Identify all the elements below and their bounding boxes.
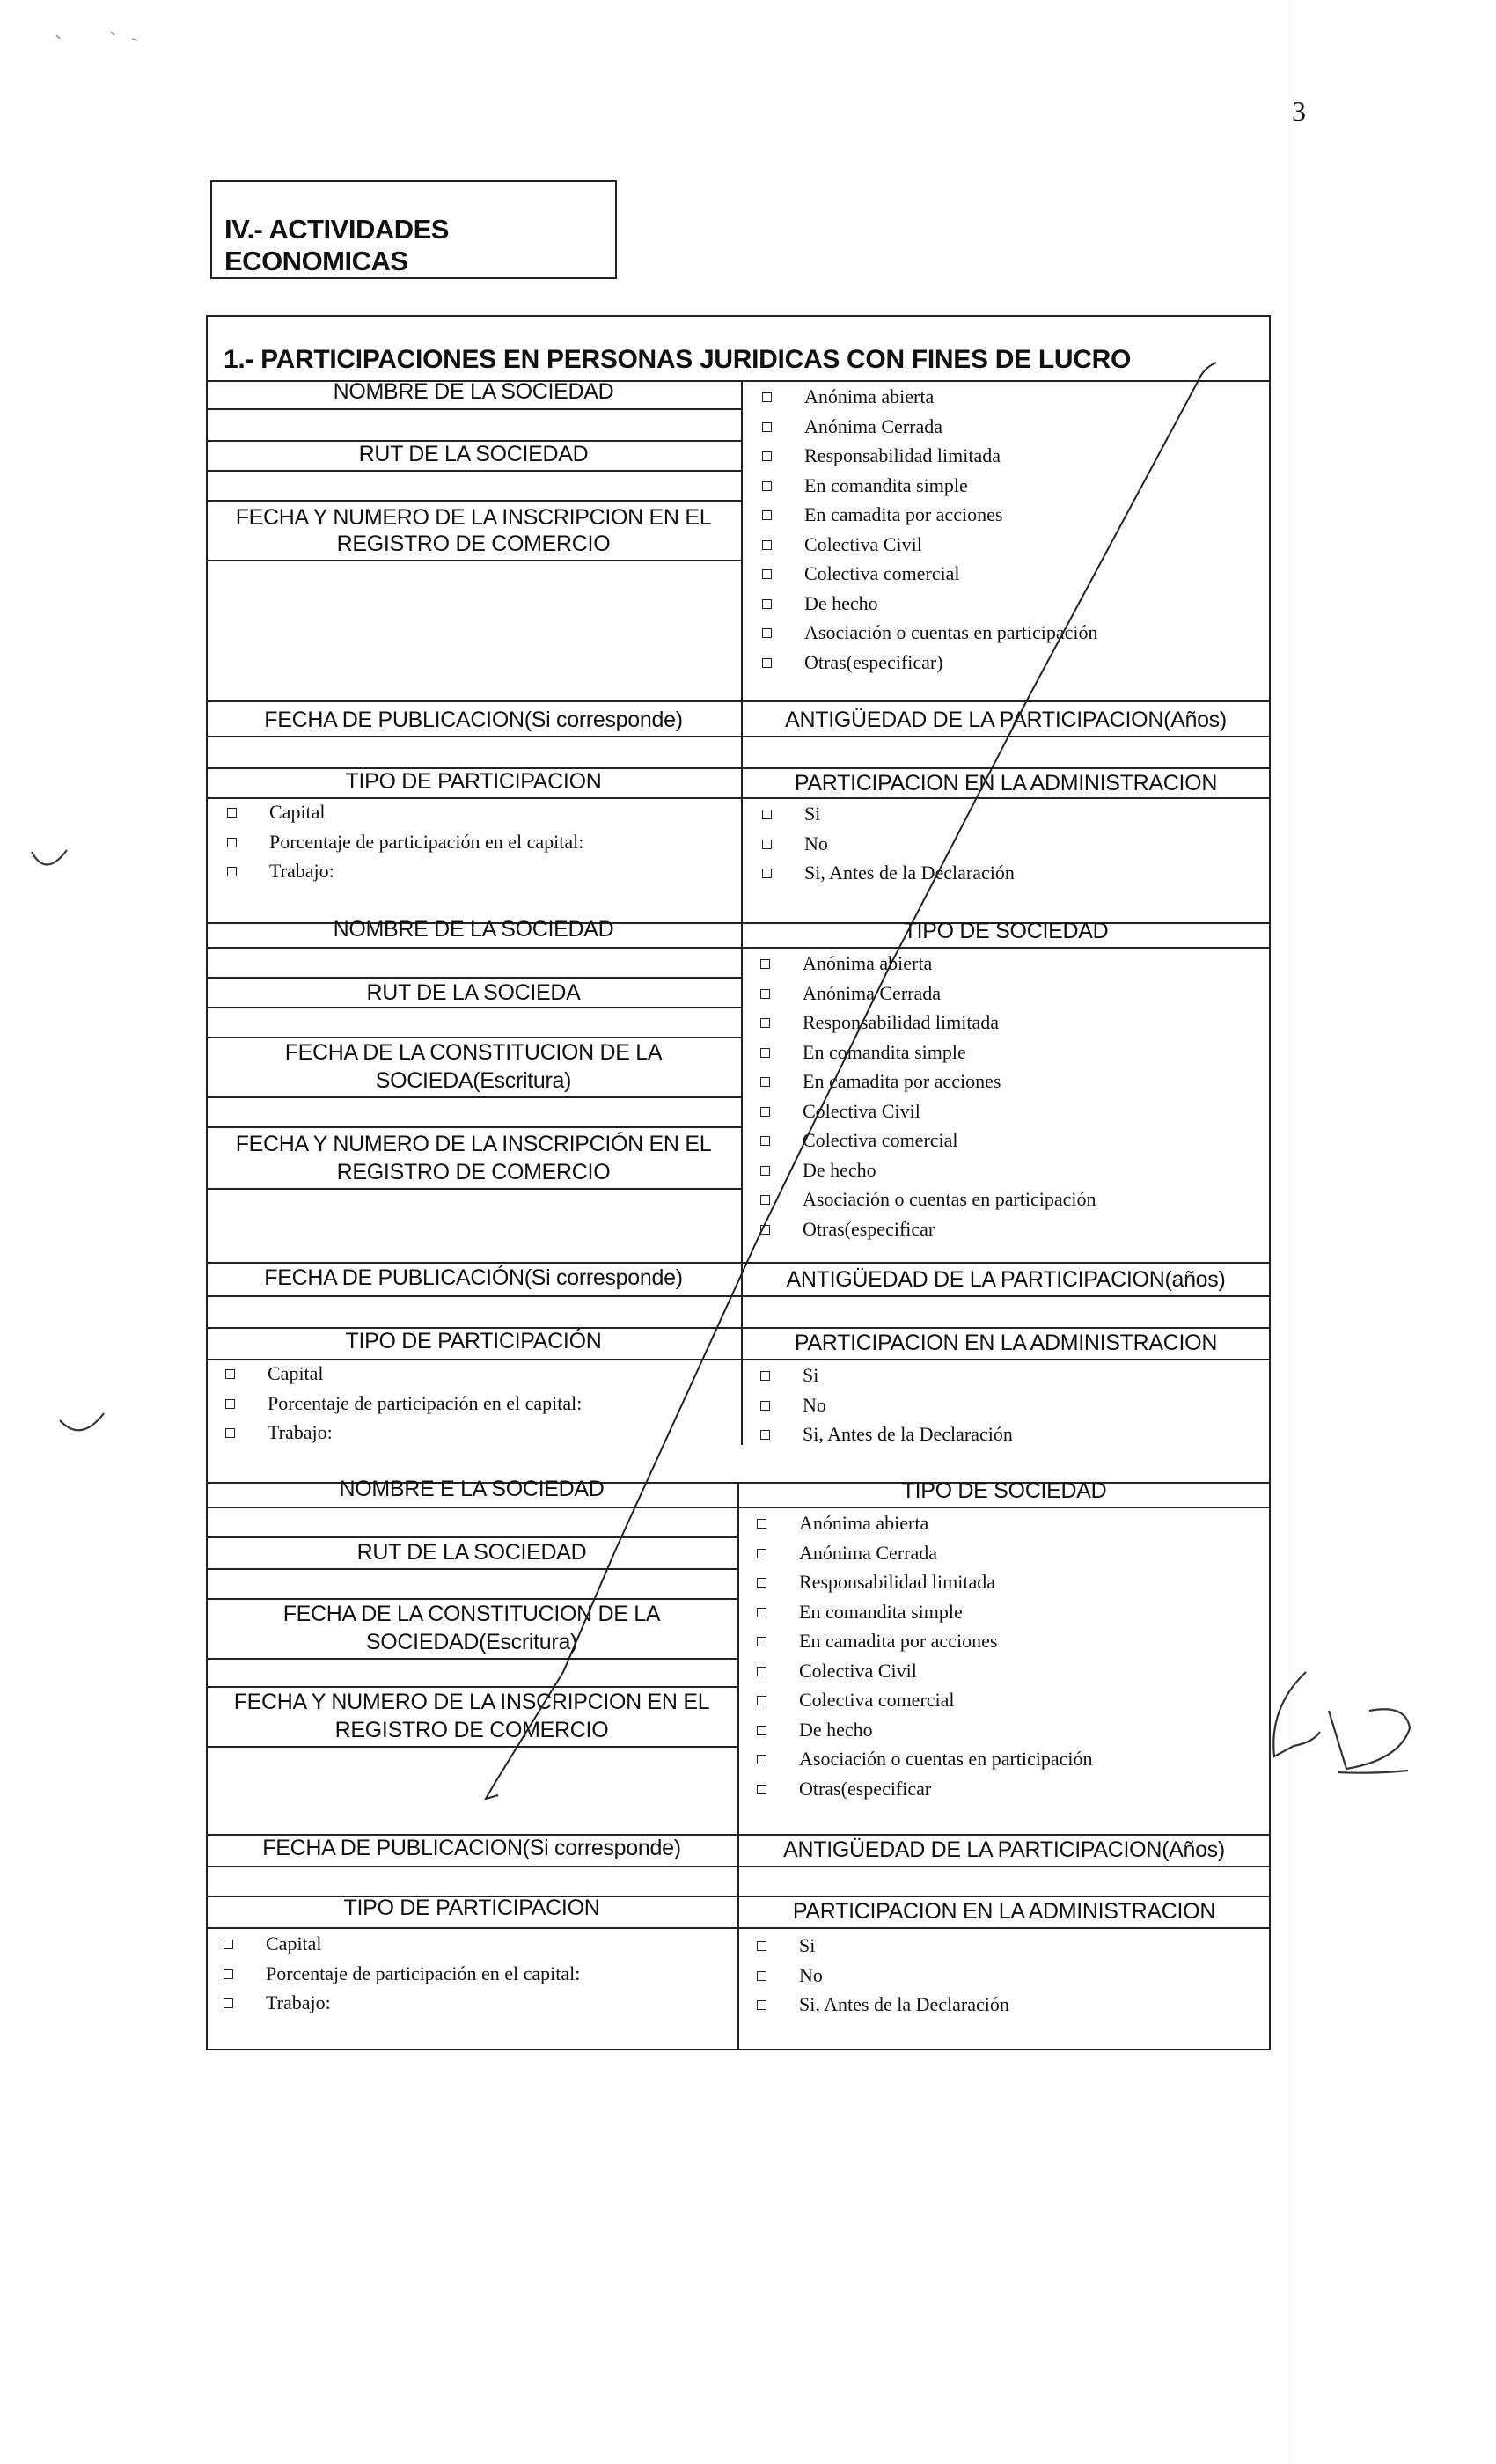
option-label: Colectiva comercial [803, 1129, 958, 1151]
label-inscripcion-1: FECHA Y NUMERO DE LA INSCRIPCION EN EL [235, 505, 712, 530]
option-label: No [804, 832, 828, 854]
punch-mark [32, 850, 67, 865]
label-nombre-sociedad: NOMBRE DE LA SOCIEDAD [333, 917, 614, 942]
option-label: De hecho [804, 591, 878, 614]
option-label: En comandita simple [799, 1600, 963, 1623]
section-title: IV.- ACTIVIDADES ECONOMICAS [224, 214, 449, 276]
option-label: Si, Antes de la Declaración [803, 1423, 1013, 1445]
page-number: 3 [1292, 95, 1306, 127]
option-label: No [803, 1393, 826, 1416]
option-label: Otras(especificar) [804, 650, 943, 673]
label-constitucion-1: FECHA DE LA CONSTITUCION DE LA [284, 1040, 663, 1065]
option-label: En camadita por acciones [804, 503, 1003, 525]
label-publicacion: FECHA DE PUBLICACION(Si corresponde) [264, 708, 683, 732]
punch-mark [60, 1413, 104, 1430]
label-participacion-admin: PARTICIPACION EN LA ADMINISTRACION [794, 771, 1218, 796]
label-inscripcion-2: REGISTRO DE COMERCIO [336, 1160, 611, 1184]
label-rut-sociedad: RUT DE LA SOCIEDAD [358, 442, 589, 466]
label-publicacion: FECHA DE PUBLICACIÓN(Si corresponde) [264, 1265, 683, 1290]
label-inscripcion-1: FECHA Y NUMERO DE LA INSCRIPCION EN EL [233, 1690, 710, 1714]
label-participacion-admin: PARTICIPACION EN LA ADMINISTRACION [794, 1331, 1218, 1355]
scan-speck [56, 32, 137, 40]
option-label: Si [804, 803, 821, 825]
option-label: Responsabilidad limitada [799, 1571, 996, 1593]
label-tipo-participacion: TIPO DE PARTICIPACIÓN [345, 1329, 602, 1353]
label-rut-sociedad: RUT DE LA SOCIEDAD [356, 1540, 587, 1565]
label-constitucion-1: FECHA DE LA CONSTITUCION DE LA [282, 1602, 661, 1626]
option-label: Anónima Cerrada [799, 1541, 937, 1564]
option-label: Trabajo: [269, 860, 334, 882]
option-label: En camadita por acciones [799, 1630, 998, 1652]
option-label: Otras(especificar [803, 1217, 935, 1240]
option-label: Capital [266, 1932, 322, 1954]
label-constitucion-2: SOCIEDAD(Escritura) [365, 1630, 578, 1654]
label-rut-sociedad: RUT DE LA SOCIEDA [366, 980, 581, 1005]
option-label: En camadita por acciones [803, 1070, 1001, 1092]
option-label: Asociación o cuentas en participación [804, 621, 1098, 643]
option-label: Si [803, 1364, 819, 1386]
option-label: No [799, 1963, 823, 1986]
option-label: Porcentaje de participación en el capital: [266, 1962, 581, 1984]
option-label: En comandita simple [803, 1040, 966, 1063]
option-label: De hecho [799, 1718, 873, 1741]
option-label: Trabajo: [266, 1991, 331, 2013]
label-antiguedad: ANTIGÜEDAD DE LA PARTICIPACION(años) [786, 1267, 1226, 1292]
option-label: Responsabilidad limitada [804, 444, 1001, 466]
option-label: De hecho [803, 1158, 876, 1181]
label-participacion-admin: PARTICIPACION EN LA ADMINISTRACION [792, 1899, 1216, 1924]
option-label: Capital [269, 801, 326, 823]
option-label: Si, Antes de la Declaración [804, 862, 1015, 884]
label-inscripcion-2: REGISTRO DE COMERCIO [336, 532, 611, 556]
cancel-stroke-tip [486, 1786, 498, 1799]
label-publicacion: FECHA DE PUBLICACION(Si corresponde) [262, 1836, 681, 1860]
option-label: Anónima abierta [803, 952, 933, 974]
label-nombre-sociedad: NOMBRE E LA SOCIEDAD [339, 1477, 605, 1501]
option-label: Anónima abierta [804, 385, 935, 407]
option-label: Colectiva comercial [799, 1689, 955, 1711]
label-inscripcion-1: FECHA Y NUMERO DE LA INSCRIPCIÓN EN EL [235, 1132, 712, 1156]
label-constitucion-2: SOCIEDA(Escritura) [375, 1068, 572, 1093]
option-label: Colectiva Civil [803, 1099, 920, 1122]
label-antiguedad: ANTIGÜEDAD DE LA PARTICIPACION(Años) [785, 708, 1227, 732]
cancel-stroke [493, 363, 1216, 1786]
option-label: Asociación o cuentas en participación [803, 1188, 1096, 1210]
option-label: Colectiva comercial [804, 562, 960, 584]
option-label: Otras(especificar [799, 1777, 932, 1800]
option-label: En comandita simple [804, 473, 968, 496]
option-label: Colectiva Civil [804, 532, 922, 555]
signature-initials [1273, 1672, 1410, 1773]
option-label: Colectiva Civil [799, 1659, 917, 1682]
label-antiguedad: ANTIGÜEDAD DE LA PARTICIPACION(Años) [783, 1837, 1225, 1862]
option-label: Responsabilidad limitada [803, 1011, 1000, 1033]
label-nombre-sociedad: NOMBRE DE LA SOCIEDAD [333, 379, 614, 404]
label-tipo-participacion: TIPO DE PARTICIPACION [343, 1896, 600, 1920]
option-label: Trabajo: [268, 1421, 333, 1443]
option-label: Anónima Cerrada [804, 414, 942, 437]
label-tipo-participacion: TIPO DE PARTICIPACION [345, 769, 602, 794]
option-label: Porcentaje de participación en el capital: [268, 1391, 583, 1414]
option-label: Anónima abierta [799, 1512, 929, 1534]
option-label: Si [799, 1934, 816, 1956]
option-label: Porcentaje de participación en el capital: [269, 830, 584, 853]
label-tipo-sociedad: TIPO DE SOCIEDAD [901, 1478, 1107, 1503]
option-label: Si, Antes de la Declaración [799, 1993, 1009, 2015]
subsection-title: 1.- PARTICIPACIONES EN PERSONAS JURIDICAS CON FINES DE LUCRO [224, 345, 1132, 374]
option-label: Capital [268, 1362, 324, 1384]
option-label: Asociación o cuentas en participación [799, 1748, 1093, 1770]
label-inscripcion-2: REGISTRO DE COMERCIO [334, 1718, 609, 1742]
label-tipo-sociedad: TIPO DE SOCIEDAD [903, 919, 1109, 943]
option-label: Anónima Cerrada [803, 981, 941, 1004]
